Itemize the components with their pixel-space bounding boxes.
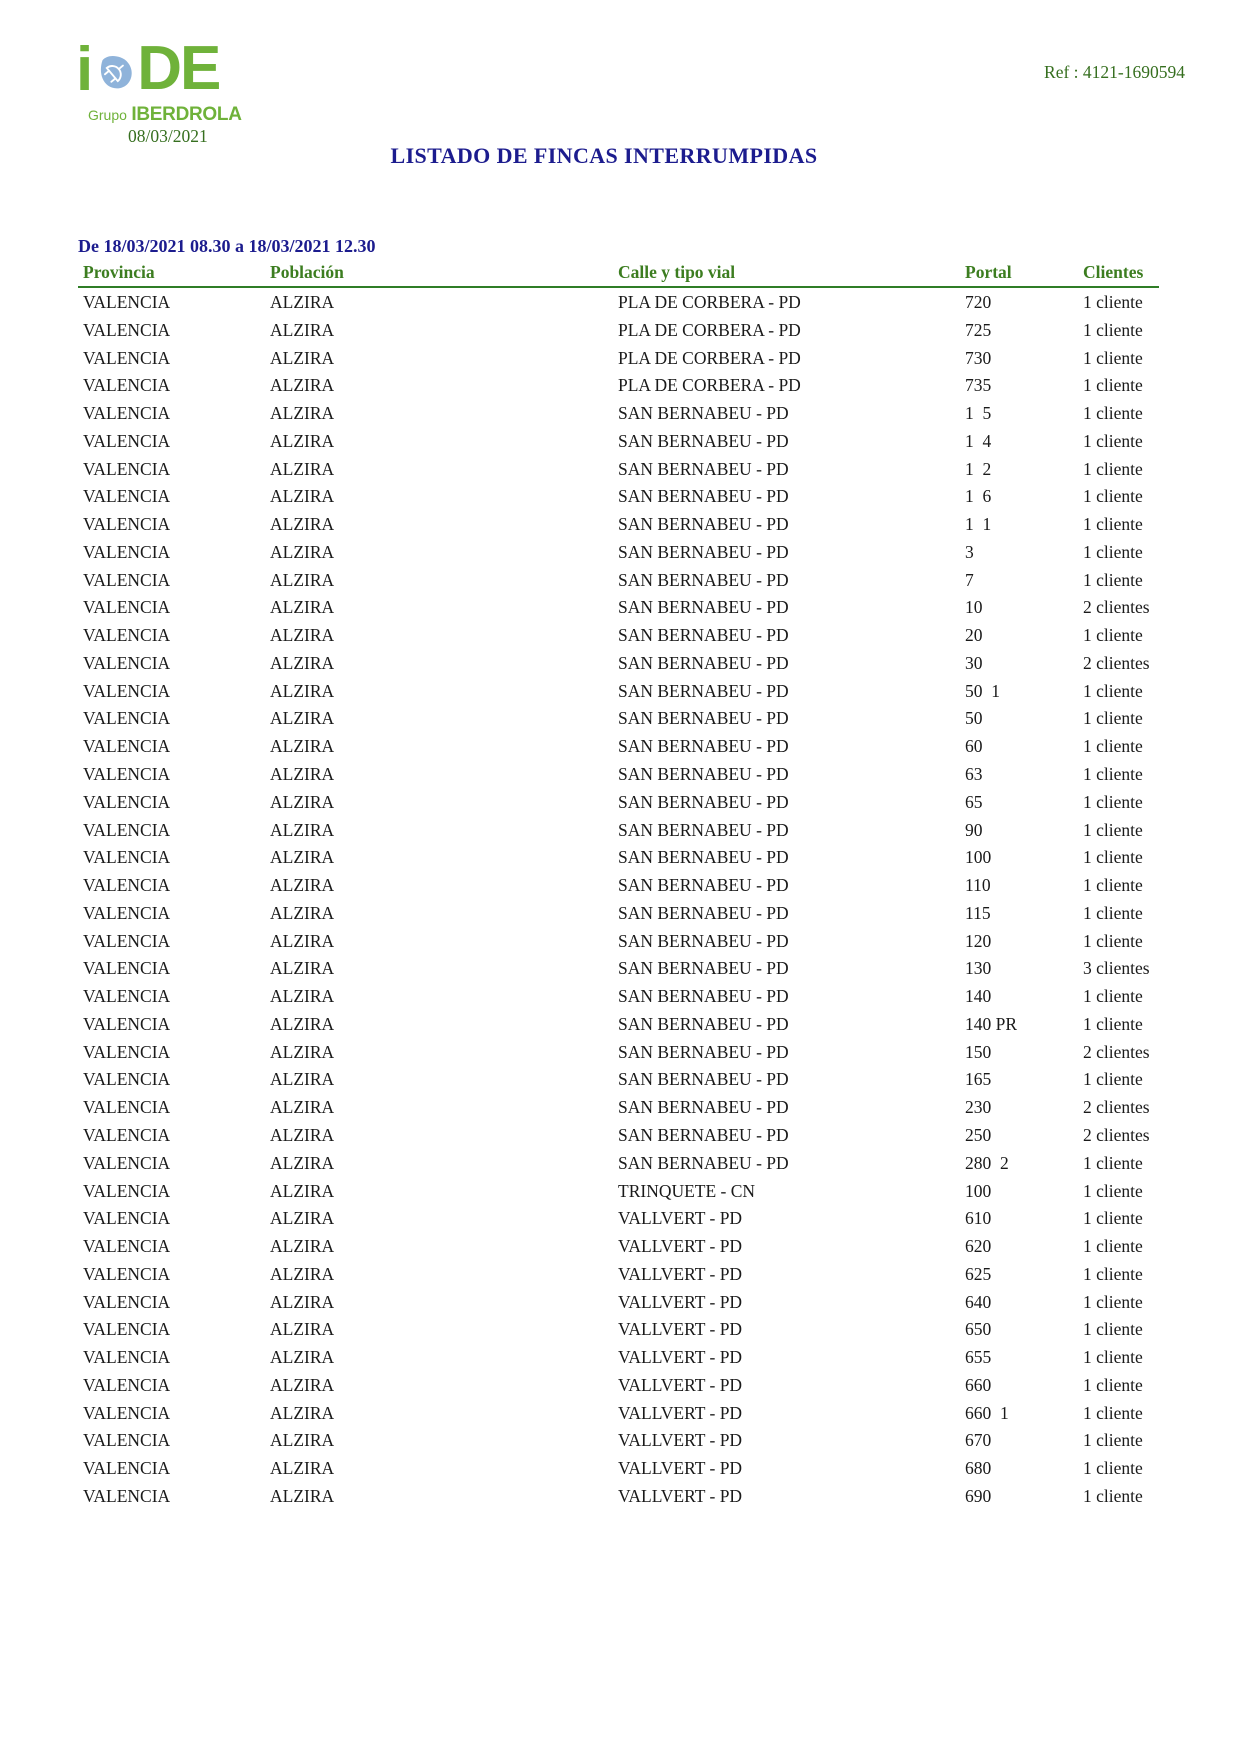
cell-calle: SAN BERNABEU - PD [618, 1152, 789, 1173]
cell-poblacion: ALZIRA [270, 902, 335, 923]
table-row [0, 511, 1241, 539]
cell-calle: SAN BERNABEU - PD [618, 486, 789, 507]
cell-calle: VALLVERT - PD [618, 1347, 743, 1368]
cell-provincia: VALENCIA [83, 347, 171, 368]
reference-number: Ref : 4121-1690594 [1044, 62, 1185, 82]
cell-provincia: VALENCIA [83, 1430, 171, 1451]
cell-poblacion: ALZIRA [270, 1319, 335, 1340]
table-row [0, 733, 1241, 761]
table-row [0, 1316, 1241, 1344]
cell-poblacion: ALZIRA [270, 541, 335, 562]
cell-poblacion: ALZIRA [270, 430, 335, 451]
document-date: 08/03/2021 [128, 126, 208, 146]
cell-calle: SAN BERNABEU - PD [618, 736, 789, 757]
cell-provincia: VALENCIA [83, 1319, 171, 1340]
table-row [0, 1344, 1241, 1372]
cell-clientes: 1 cliente [1083, 1458, 1143, 1479]
cell-provincia: VALENCIA [83, 1263, 171, 1284]
cell-portal: 165 [965, 1069, 992, 1090]
cell-calle: SAN BERNABEU - PD [618, 680, 789, 701]
cell-portal: 620 [965, 1236, 992, 1257]
cell-portal: 625 [965, 1263, 992, 1284]
cell-calle: SAN BERNABEU - PD [618, 403, 789, 424]
table-row [0, 1289, 1241, 1317]
cell-calle: SAN BERNABEU - PD [618, 958, 789, 979]
cell-calle: PLA DE CORBERA - PD [618, 375, 801, 396]
cell-calle: PLA DE CORBERA - PD [618, 347, 801, 368]
cell-poblacion: ALZIRA [270, 403, 335, 424]
cell-provincia: VALENCIA [83, 292, 171, 312]
table-row [0, 1150, 1241, 1178]
cell-clientes: 2 clientes [1083, 652, 1150, 673]
logo-letters-de: DE [137, 34, 220, 103]
cell-clientes: 1 cliente [1083, 514, 1143, 535]
cell-poblacion: ALZIRA [270, 569, 335, 590]
cell-poblacion: ALZIRA [270, 680, 335, 701]
cell-poblacion: ALZIRA [270, 1347, 335, 1368]
cell-clientes: 1 cliente [1083, 1152, 1143, 1173]
cell-clientes: 3 clientes [1083, 958, 1150, 979]
cell-provincia: VALENCIA [83, 930, 171, 951]
cell-poblacion: ALZIRA [270, 486, 335, 507]
cell-portal: 655 [965, 1347, 992, 1368]
cell-clientes: 1 cliente [1083, 403, 1143, 424]
cell-provincia: VALENCIA [83, 319, 171, 340]
table-row [0, 1261, 1241, 1289]
cell-calle: SAN BERNABEU - PD [618, 1124, 789, 1145]
cell-portal: 1 5 [965, 403, 992, 424]
ide-logo-wordmark [76, 34, 220, 104]
table-row [0, 456, 1241, 484]
cell-portal: 90 [965, 819, 983, 840]
cell-calle: VALLVERT - PD [618, 1319, 743, 1340]
table-row [0, 345, 1241, 373]
cell-portal: 65 [965, 791, 983, 812]
cell-provincia: VALENCIA [83, 1097, 171, 1118]
cell-poblacion: ALZIRA [270, 736, 335, 757]
cell-poblacion: ALZIRA [270, 1069, 335, 1090]
cell-calle: SAN BERNABEU - PD [618, 458, 789, 479]
logo-letter-i: i [76, 35, 94, 104]
cell-calle: SAN BERNABEU - PD [618, 597, 789, 618]
cell-poblacion: ALZIRA [270, 1402, 335, 1423]
cell-clientes: 1 cliente [1083, 902, 1143, 923]
table-row [0, 1205, 1241, 1233]
cell-clientes: 1 cliente [1083, 1208, 1143, 1229]
cell-portal: 690 [965, 1485, 992, 1506]
table-header [0, 260, 1241, 284]
cell-provincia: VALENCIA [83, 541, 171, 562]
cell-provincia: VALENCIA [83, 875, 171, 896]
cell-provincia: VALENCIA [83, 486, 171, 507]
cell-calle: VALLVERT - PD [618, 1208, 743, 1229]
cell-calle: SAN BERNABEU - PD [618, 569, 789, 590]
cell-portal: 610 [965, 1208, 992, 1229]
cell-provincia: VALENCIA [83, 375, 171, 396]
cell-portal: 50 1 [965, 680, 1000, 701]
cell-portal: 130 [965, 958, 992, 979]
table-row [0, 1427, 1241, 1455]
table-row [0, 955, 1241, 983]
cell-clientes: 1 cliente [1083, 1430, 1143, 1451]
cell-clientes: 1 cliente [1083, 1319, 1143, 1340]
cell-calle: VALLVERT - PD [618, 1291, 743, 1312]
cell-provincia: VALENCIA [83, 1208, 171, 1229]
cell-poblacion: ALZIRA [270, 319, 335, 340]
cell-provincia: VALENCIA [83, 403, 171, 424]
cell-provincia: VALENCIA [83, 791, 171, 812]
cell-calle: SAN BERNABEU - PD [618, 1097, 789, 1118]
cell-calle: VALLVERT - PD [618, 1374, 743, 1395]
cell-portal: 20 [965, 625, 983, 646]
cell-portal: 670 [965, 1430, 992, 1451]
cell-provincia: VALENCIA [83, 430, 171, 451]
cell-portal: 140 PR [965, 1013, 1018, 1034]
cell-portal: 735 [965, 375, 992, 396]
cell-provincia: VALENCIA [83, 986, 171, 1007]
cell-clientes: 1 cliente [1083, 292, 1143, 312]
cell-portal: 1 2 [965, 458, 992, 479]
cell-provincia: VALENCIA [83, 1485, 171, 1506]
cell-provincia: VALENCIA [83, 514, 171, 535]
cell-portal: 150 [965, 1041, 992, 1062]
cell-clientes: 2 clientes [1083, 1041, 1150, 1062]
table-row [0, 428, 1241, 456]
cell-provincia: VALENCIA [83, 1236, 171, 1257]
cell-portal: 720 [965, 292, 992, 312]
cell-provincia: VALENCIA [83, 764, 171, 785]
cell-poblacion: ALZIRA [270, 819, 335, 840]
cell-portal: 280 2 [965, 1152, 1009, 1173]
cell-poblacion: ALZIRA [270, 847, 335, 868]
cell-provincia: VALENCIA [83, 736, 171, 757]
grupo-iberdrola [88, 104, 242, 126]
cell-portal: 140 [965, 986, 992, 1007]
cell-poblacion: ALZIRA [270, 1208, 335, 1229]
cell-clientes: 2 clientes [1083, 1124, 1150, 1145]
cell-provincia: VALENCIA [83, 652, 171, 673]
cell-poblacion: ALZIRA [270, 958, 335, 979]
cell-clientes: 2 clientes [1083, 1097, 1150, 1118]
cell-portal: 230 [965, 1097, 992, 1118]
cell-clientes: 1 cliente [1083, 1180, 1143, 1201]
page-title: LISTADO DE FINCAS INTERRUMPIDAS [390, 143, 818, 168]
cell-calle: VALLVERT - PD [618, 1236, 743, 1257]
cell-calle: SAN BERNABEU - PD [618, 847, 789, 868]
cell-calle: SAN BERNABEU - PD [618, 652, 789, 673]
cell-calle: SAN BERNABEU - PD [618, 1069, 789, 1090]
cell-provincia: VALENCIA [83, 1041, 171, 1062]
cell-poblacion: ALZIRA [270, 652, 335, 673]
cell-poblacion: ALZIRA [270, 375, 335, 396]
cell-poblacion: ALZIRA [270, 292, 335, 312]
cell-calle: TRINQUETE - CN [618, 1180, 756, 1201]
cell-provincia: VALENCIA [83, 847, 171, 868]
cell-clientes: 1 cliente [1083, 847, 1143, 868]
cell-clientes: 1 cliente [1083, 1263, 1143, 1284]
cell-portal: 650 [965, 1319, 992, 1340]
cell-poblacion: ALZIRA [270, 1430, 335, 1451]
cell-clientes: 1 cliente [1083, 708, 1143, 729]
cell-provincia: VALENCIA [83, 1291, 171, 1312]
cell-poblacion: ALZIRA [270, 458, 335, 479]
cell-calle: SAN BERNABEU - PD [618, 514, 789, 535]
cell-poblacion: ALZIRA [270, 1180, 335, 1201]
cell-calle: VALLVERT - PD [618, 1430, 743, 1451]
cell-provincia: VALENCIA [83, 680, 171, 701]
column-header-calle: Calle y tipo vial [618, 262, 736, 282]
cell-clientes: 1 cliente [1083, 430, 1143, 451]
cell-provincia: VALENCIA [83, 569, 171, 590]
cell-provincia: VALENCIA [83, 1347, 171, 1368]
cell-calle: SAN BERNABEU - PD [618, 625, 789, 646]
cell-poblacion: ALZIRA [270, 1291, 335, 1312]
cell-poblacion: ALZIRA [270, 1041, 335, 1062]
table-row [0, 372, 1241, 400]
table-body [0, 289, 1241, 1511]
cell-poblacion: ALZIRA [270, 347, 335, 368]
table-row [0, 705, 1241, 733]
table-row [0, 900, 1241, 928]
cell-poblacion: ALZIRA [270, 1374, 335, 1395]
cell-calle: SAN BERNABEU - PD [618, 708, 789, 729]
cell-clientes: 1 cliente [1083, 736, 1143, 757]
cell-clientes: 1 cliente [1083, 791, 1143, 812]
cell-provincia: VALENCIA [83, 958, 171, 979]
cell-calle: SAN BERNABEU - PD [618, 1041, 789, 1062]
column-header-poblacion: Población [270, 262, 344, 282]
cell-calle: SAN BERNABEU - PD [618, 430, 789, 451]
cell-calle: SAN BERNABEU - PD [618, 875, 789, 896]
cell-poblacion: ALZIRA [270, 986, 335, 1007]
table-row [0, 594, 1241, 622]
table-row [0, 1233, 1241, 1261]
cell-portal: 30 [965, 652, 983, 673]
cell-clientes: 1 cliente [1083, 1291, 1143, 1312]
cell-portal: 63 [965, 764, 983, 785]
iberdrola-label: IBERDROLA [131, 104, 242, 125]
cell-portal: 3 [965, 541, 974, 562]
cell-poblacion: ALZIRA [270, 1263, 335, 1284]
table-row [0, 289, 1241, 317]
cell-provincia: VALENCIA [83, 902, 171, 923]
cell-clientes: 1 cliente [1083, 375, 1143, 396]
cell-provincia: VALENCIA [83, 708, 171, 729]
cell-portal: 660 1 [965, 1402, 1009, 1423]
cell-portal: 115 [965, 902, 991, 923]
cell-poblacion: ALZIRA [270, 875, 335, 896]
cell-calle: SAN BERNABEU - PD [618, 764, 789, 785]
table-row [0, 622, 1241, 650]
table-row [0, 1122, 1241, 1150]
table-row [0, 1039, 1241, 1067]
cell-calle: VALLVERT - PD [618, 1485, 743, 1506]
cell-calle: SAN BERNABEU - PD [618, 986, 789, 1007]
cell-portal: 120 [965, 930, 992, 951]
cell-provincia: VALENCIA [83, 819, 171, 840]
cell-poblacion: ALZIRA [270, 1124, 335, 1145]
cell-clientes: 1 cliente [1083, 319, 1143, 340]
cell-provincia: VALENCIA [83, 597, 171, 618]
cell-provincia: VALENCIA [83, 1458, 171, 1479]
period-range: De 18/03/2021 08.30 a 18/03/2021 12.30 [78, 236, 376, 256]
cell-portal: 50 [965, 708, 983, 729]
cell-portal: 60 [965, 736, 983, 757]
table-row [0, 872, 1241, 900]
cell-portal: 7 [965, 569, 974, 590]
table-row [0, 483, 1241, 511]
cell-calle: VALLVERT - PD [618, 1458, 743, 1479]
cell-poblacion: ALZIRA [270, 708, 335, 729]
table-row [0, 983, 1241, 1011]
cell-portal: 680 [965, 1458, 992, 1479]
cell-clientes: 1 cliente [1083, 541, 1143, 562]
cell-clientes: 1 cliente [1083, 347, 1143, 368]
cell-portal: 10 [965, 597, 983, 618]
cell-clientes: 1 cliente [1083, 458, 1143, 479]
cell-clientes: 1 cliente [1083, 1347, 1143, 1368]
cell-clientes: 1 cliente [1083, 986, 1143, 1007]
cell-provincia: VALENCIA [83, 1180, 171, 1201]
cell-provincia: VALENCIA [83, 1374, 171, 1395]
table-row [0, 1094, 1241, 1122]
cell-calle: VALLVERT - PD [618, 1263, 743, 1284]
cell-portal: 1 6 [965, 486, 992, 507]
cell-poblacion: ALZIRA [270, 625, 335, 646]
table-row [0, 1066, 1241, 1094]
cell-calle: PLA DE CORBERA - PD [618, 292, 801, 312]
cell-calle: SAN BERNABEU - PD [618, 819, 789, 840]
cell-poblacion: ALZIRA [270, 514, 335, 535]
table-row [0, 1372, 1241, 1400]
cell-clientes: 2 clientes [1083, 597, 1150, 618]
cell-portal: 1 4 [965, 430, 992, 451]
cell-portal: 100 [965, 1180, 992, 1201]
cell-provincia: VALENCIA [83, 1402, 171, 1423]
cell-clientes: 1 cliente [1083, 875, 1143, 896]
grupo-label: Grupo [88, 107, 127, 123]
cell-poblacion: ALZIRA [270, 597, 335, 618]
table-row [0, 761, 1241, 789]
table-row [0, 1455, 1241, 1483]
cell-portal: 660 [965, 1374, 992, 1395]
table-row [0, 400, 1241, 428]
cell-clientes: 1 cliente [1083, 1402, 1143, 1423]
cell-provincia: VALENCIA [83, 1152, 171, 1173]
cell-poblacion: ALZIRA [270, 791, 335, 812]
cell-clientes: 1 cliente [1083, 680, 1143, 701]
cell-portal: 730 [965, 347, 992, 368]
cell-clientes: 1 cliente [1083, 625, 1143, 646]
cell-provincia: VALENCIA [83, 1069, 171, 1090]
table-row [0, 817, 1241, 845]
cell-clientes: 1 cliente [1083, 819, 1143, 840]
table-row [0, 928, 1241, 956]
table-row [0, 1178, 1241, 1206]
cell-provincia: VALENCIA [83, 625, 171, 646]
cell-clientes: 1 cliente [1083, 1236, 1143, 1257]
cell-calle: SAN BERNABEU - PD [618, 1013, 789, 1034]
column-header-provincia: Provincia [83, 262, 155, 282]
cell-portal: 725 [965, 319, 992, 340]
cell-portal: 110 [965, 875, 991, 896]
cell-poblacion: ALZIRA [270, 764, 335, 785]
plug-drop-icon [98, 52, 134, 92]
cell-clientes: 1 cliente [1083, 569, 1143, 590]
cell-portal: 640 [965, 1291, 992, 1312]
cell-calle: SAN BERNABEU - PD [618, 902, 789, 923]
cell-clientes: 1 cliente [1083, 1374, 1143, 1395]
cell-clientes: 1 cliente [1083, 1485, 1143, 1506]
cell-clientes: 1 cliente [1083, 1069, 1143, 1090]
table-row [0, 1483, 1241, 1511]
table-row [0, 317, 1241, 345]
cell-portal: 250 [965, 1124, 992, 1145]
cell-calle: PLA DE CORBERA - PD [618, 319, 801, 340]
table-row [0, 539, 1241, 567]
table-row [0, 789, 1241, 817]
cell-portal: 100 [965, 847, 992, 868]
cell-poblacion: ALZIRA [270, 1097, 335, 1118]
cell-poblacion: ALZIRA [270, 930, 335, 951]
cell-portal: 1 1 [965, 514, 992, 535]
cell-poblacion: ALZIRA [270, 1236, 335, 1257]
ide-logo [76, 34, 316, 158]
cell-provincia: VALENCIA [83, 1124, 171, 1145]
cell-clientes: 1 cliente [1083, 486, 1143, 507]
cell-clientes: 1 cliente [1083, 764, 1143, 785]
cell-clientes: 1 cliente [1083, 1013, 1143, 1034]
cell-provincia: VALENCIA [83, 1013, 171, 1034]
cell-clientes: 1 cliente [1083, 930, 1143, 951]
table-row [0, 1011, 1241, 1039]
table-row [0, 678, 1241, 706]
cell-poblacion: ALZIRA [270, 1458, 335, 1479]
table-row [0, 1400, 1241, 1428]
cell-poblacion: ALZIRA [270, 1152, 335, 1173]
column-header-portal: Portal [965, 262, 1012, 282]
cell-calle: SAN BERNABEU - PD [618, 791, 789, 812]
cell-poblacion: ALZIRA [270, 1485, 335, 1506]
table-row [0, 567, 1241, 595]
cell-poblacion: ALZIRA [270, 1013, 335, 1034]
cell-calle: VALLVERT - PD [618, 1402, 743, 1423]
cell-calle: SAN BERNABEU - PD [618, 541, 789, 562]
table-row [0, 844, 1241, 872]
cell-provincia: VALENCIA [83, 458, 171, 479]
table-row [0, 650, 1241, 678]
cell-calle: SAN BERNABEU - PD [618, 930, 789, 951]
column-header-clientes: Clientes [1083, 262, 1144, 282]
